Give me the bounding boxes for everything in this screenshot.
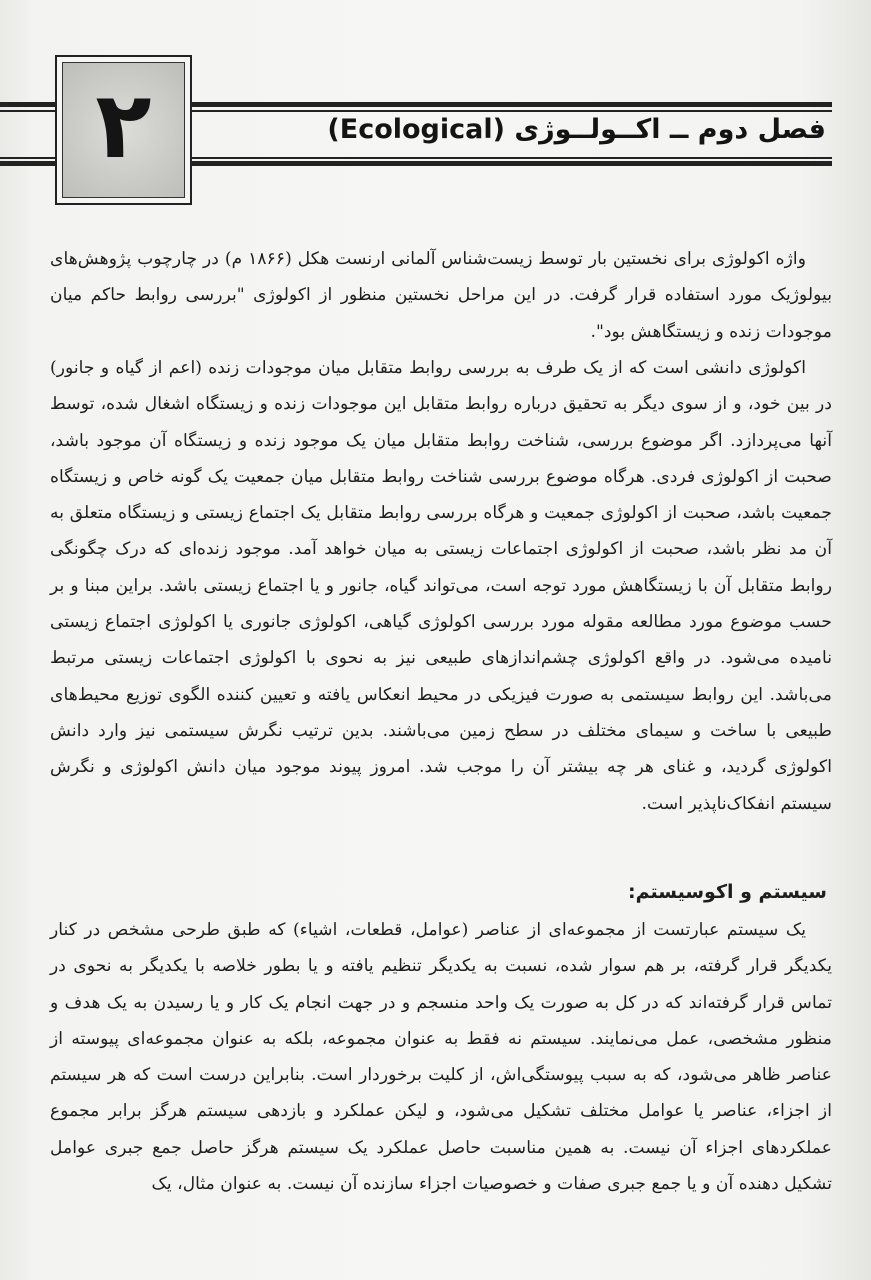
chapter-number-box xyxy=(55,55,192,205)
body-paragraph-1: واژه اکولوژی برای نخستین بار توسط زیست‌شناس آلمانی ارنست هکل (۱۸۶۶ م) در چارچوب پژوهش‌های بیولوژیک مورد استفاده قرار گرفت. در این مراحل نخستین منظور از اکولوژی "بررسی روابط حاکم میان موجودات زنده و زیستگاهش بود". xyxy=(50,249,832,342)
body-paragraph-2: اکولوژی دانشی است که از یک طرف به بررسی روابط متقابل میان موجودات زنده (اعم از گیاه و جانور) در بین خود، و از سوی دیگر به تحقیق درباره روابط متقابل این موجودات زنده و زیستگاه اشغال شده، توسط آنها می‌پردازد. اگر موضوع بررسی، شناخت روابط متقابل میان یک موجود زنده و زیستگاه آن موجود باشد، صحبت از اکولوژی فردی. هرگاه موضوع بررسی شناخت روابط متقابل میان جمعیت یک گونه خاص و زیستگاه جمعیت باشد، صحبت از اکولوژی جمعیت و هرگاه بررسی روابط متقابل یک اجتماع زیستی و زیستگاه متعلق به آن مد نظر باشد، صحبت از اکولوژی اجتماعات زیستی به میان خواهد آمد. موجود زنده‌ای که درک چگونگی روابط متقابل آن با زیستگاهش مورد توجه است، می‌تواند گیاه، جانور و یا اجتماع زیستی باشد. براین مبنا و بر حسب موضوع مورد مطالعه مقوله مورد بررسی اکولوژی گیاهی، اکولوژی جانوری یا اکولوژی اجتماع زیستی نامیده می‌شود. در واقع اکولوژی چشم‌اندازهای طبیعی نیز به نحوی با اکولوژی اجتماعات زیستی مرتبط می‌باشد. این روابط سیستمی به صورت فیزیکی در محیط انعکاس یافته و تعیین کننده الگوی توزیع محیط‌های طبیعی با ساخت و سیمای مختلف در سطح زمین می‌باشند. بدین ترتیب نگرش سیستمی نیز وارد دانش اکولوژی گردید، و غنای هر چه بیشتر آن را موجب شد. امروز پیوند موجود میان دانش اکولوژی و نگرش سیستم انفکاک‌ناپذیر است. xyxy=(50,358,832,814)
section-paragraph: یک سیستم عبارتست از مجموعه‌ای از عناصر (عوامل، قطعات، اشیاء) که طبق طرحی مشخص در کنار یکدیگر قرار گرفته، بر هم سوار شده، نسبت به یکدیگر تنظیم یافته و یا بطور خلاصه با یکدیگر به نحوی در تماس قرار گرفته‌اند که در کل به صورت یک واحد منسجم و در جهت انجام یک کار و یا رسیدن به یک هدف و منظور مشخصی، عمل می‌نمایند. سیستم نه فقط به عنوان مجموعه، بلکه به عنوان مجموعه‌ای پیوسته از عناصر ظاهر می‌شود، که به سبب پیوستگی‌اش، از کلیت برخوردار است. بنابراین درست است که هر سیستم از اجزاء، عناصر یا عوامل مختلف تشکیل می‌شود، و لیکن عملکرد و بازدهی سیستم هرگز برابر مجموع عملکردهای اجزاء آن نیست. به همین مناسبت حاصل عملکرد یک سیستم هرگز حاصل جمع جبری عوامل تشکیل دهنده آن و یا جمع جبری صفات و خصوصیات اجزاء سازنده آن نیست. به عنوان مثال، یک xyxy=(50,920,832,1195)
section-heading: سیستم و اکوسیستم: xyxy=(628,881,827,903)
chapter-number: ۲ xyxy=(95,72,152,179)
chapter-title: فصل دوم ــ اکــولــوژی (Ecological) xyxy=(327,114,826,145)
